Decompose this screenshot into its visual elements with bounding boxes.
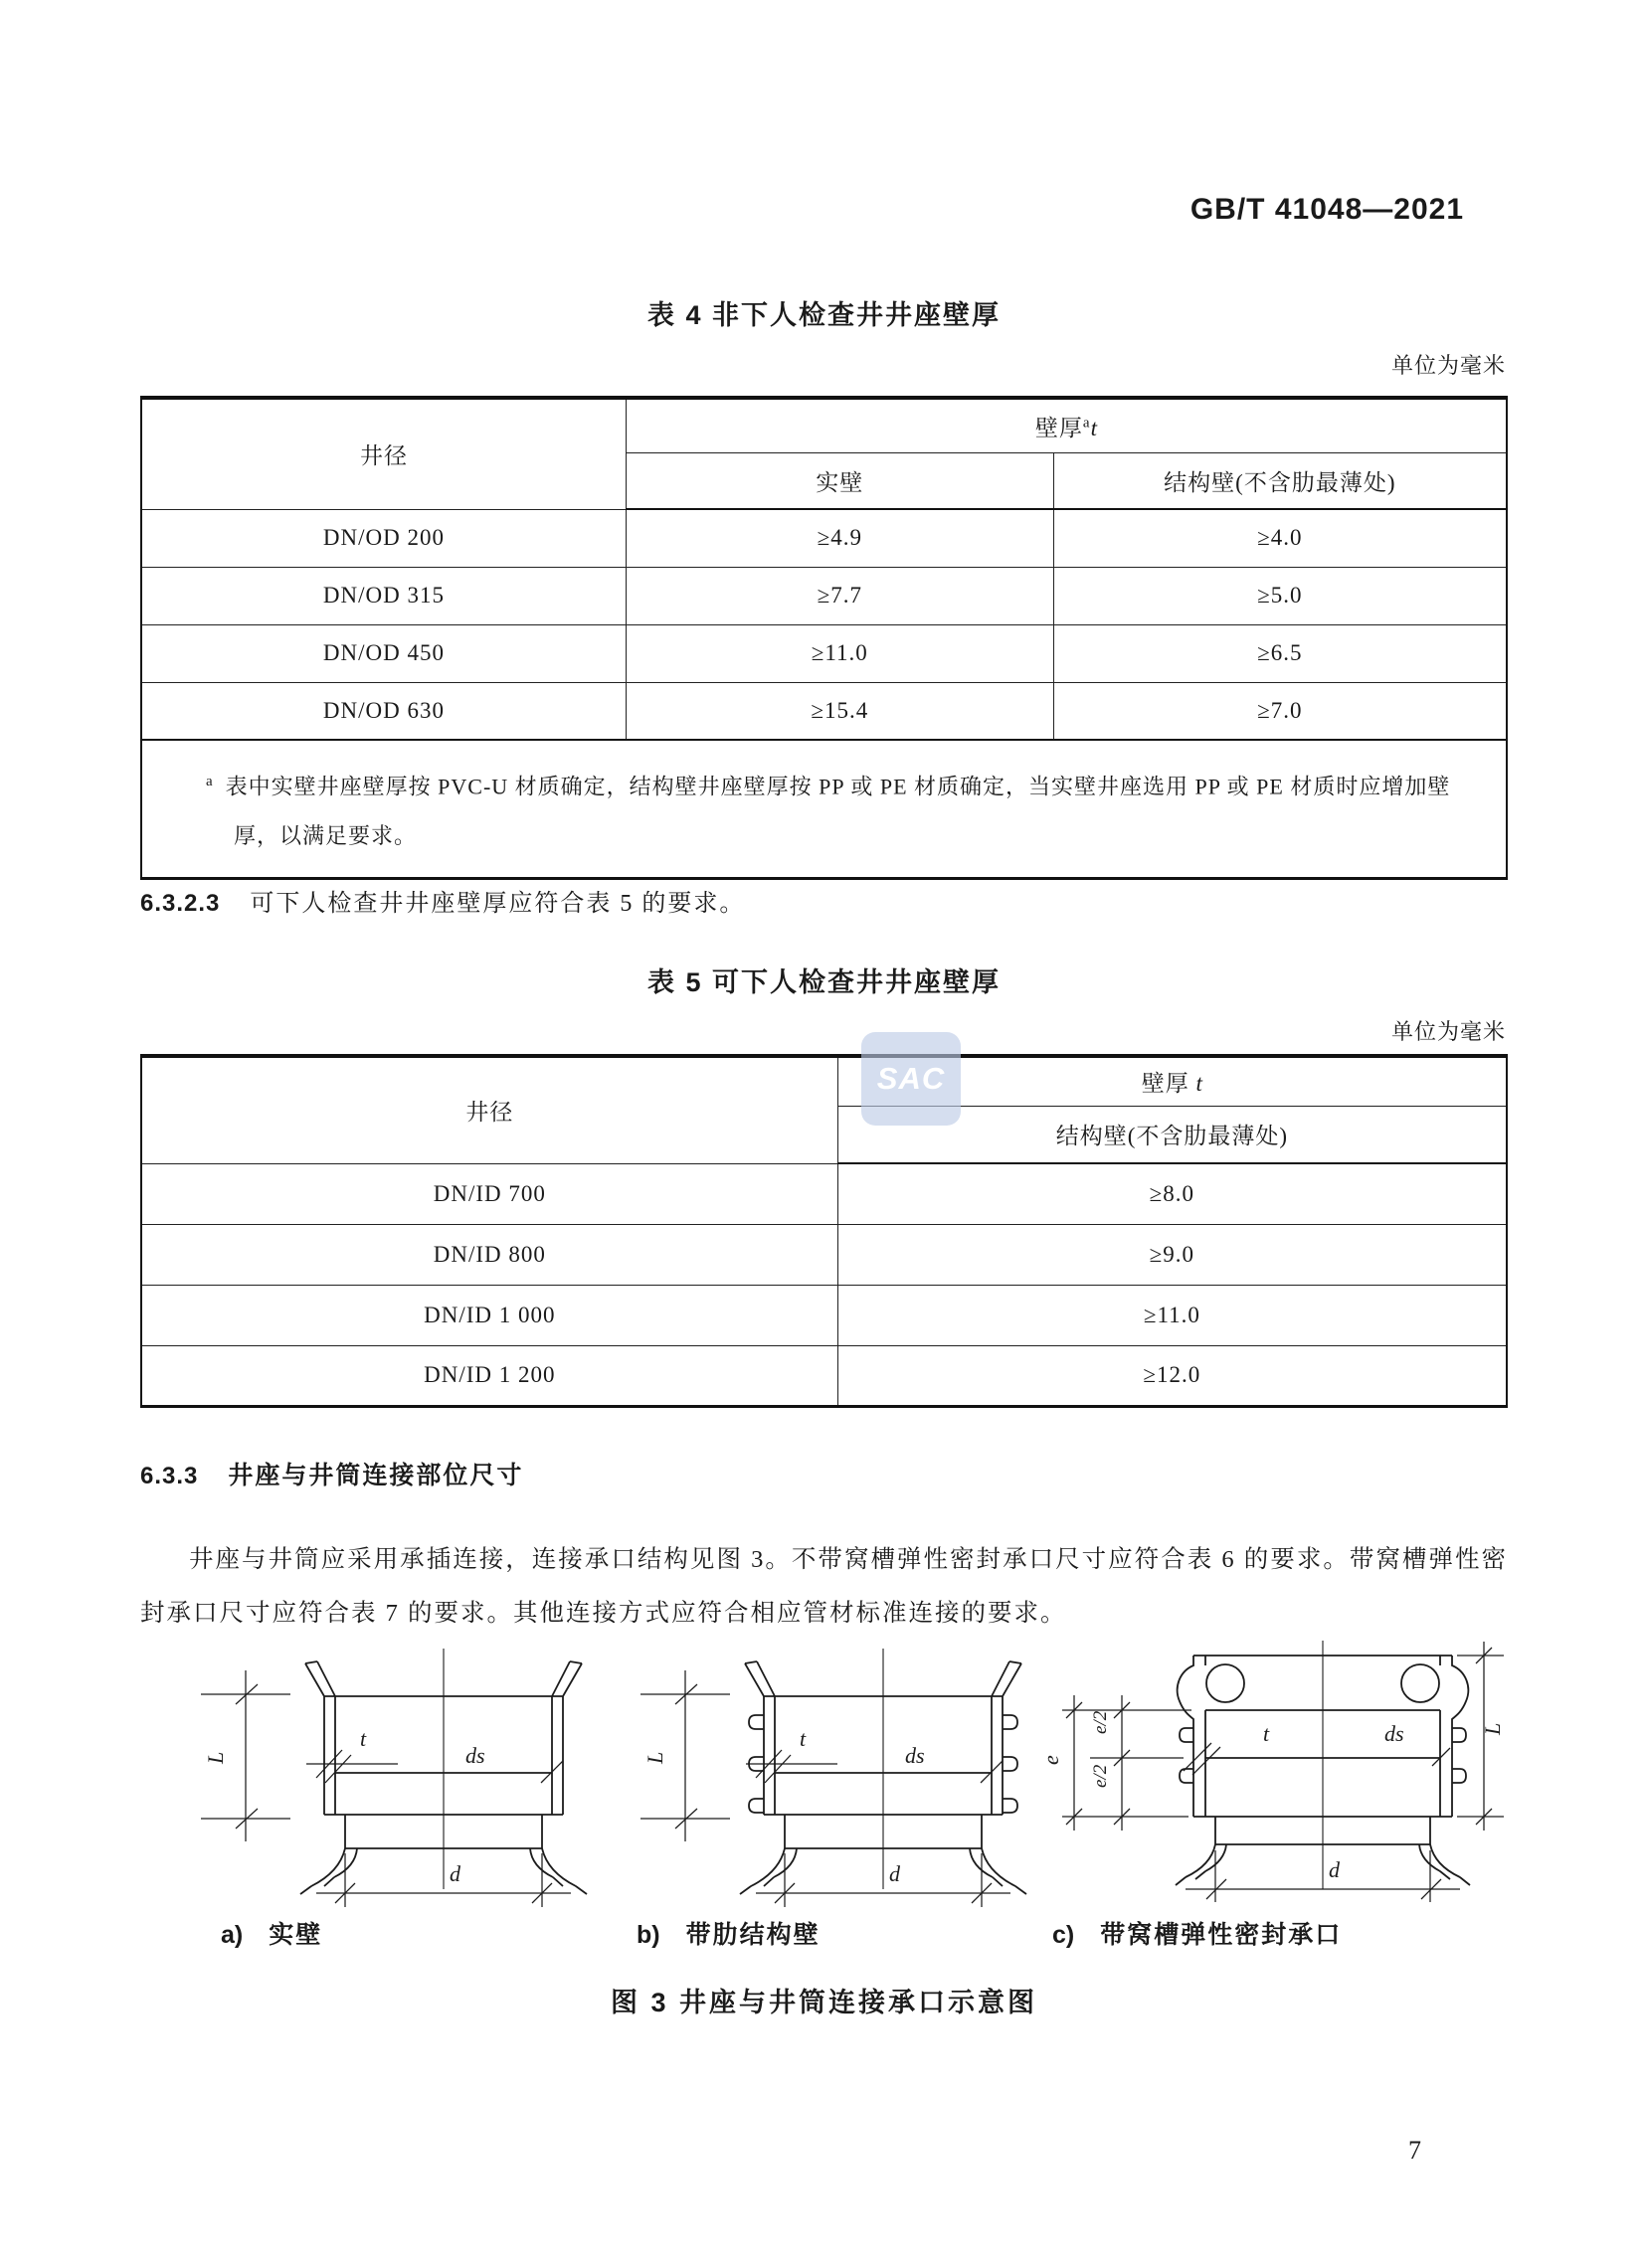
diameter-cell: DN/ID 1 000 [141,1285,837,1345]
seal-ring-icon [1206,1664,1244,1702]
doc-number: GB/T 41048—2021 [1189,193,1464,226]
struct-wall-cell: ≥5.0 [1053,567,1507,624]
table4-col-diameter: 井径 [141,398,626,509]
struct-wall-cell: ≥7.0 [1053,682,1507,740]
table4-header-row-1 [141,398,1507,452]
figure-c-label: c) 带窝槽弹性密封承口 [1052,1921,1343,1949]
page-number: 7 [1408,2136,1421,2165]
clause-text: 可下人检查井井座壁厚应符合表 5 的要求。 [250,891,746,917]
diameter-cell: DN/ID 700 [141,1163,837,1224]
table-4 [140,396,1508,880]
dim-label-d: d [1329,1857,1340,1882]
clause-number: 6.3.3 [140,1463,199,1489]
table5-col-wall-thickness: 壁厚 t [837,1056,1507,1106]
table5-unit-note: 单位为毫米 [1390,1019,1506,1044]
table-5 [140,1054,1508,1408]
table-row [141,1345,1507,1406]
dim-label-L: L [642,1751,667,1764]
table4-col-structured-wall: 结构壁(不含肋最薄处) [1053,452,1507,509]
dim-label-ds: ds [465,1743,485,1768]
dim-label-t: t [360,1726,367,1751]
table-row [141,1163,1507,1224]
clause-6-3-3 [140,1456,523,1491]
figure3-caption: 图 3 井座与井筒连接承口示意图 [610,1988,1038,2017]
figure-b-label: b) 带肋结构壁 [637,1921,821,1949]
figure-a-label: a) 实壁 [221,1921,323,1949]
solid-wall-cell: ≥7.7 [626,567,1053,624]
dim-label-ds: ds [905,1743,925,1768]
seal-ring-icon [1401,1664,1439,1702]
sac-watermark [861,1032,961,1126]
diameter-cell: DN/OD 315 [141,567,626,624]
table5-col-diameter: 井径 [141,1056,837,1163]
dim-label-d: d [889,1861,900,1886]
diameter-cell: DN/OD 630 [141,682,626,740]
dim-label-t: t [800,1726,807,1751]
table4-footnote: $^a$ 表中实壁井座壁厚按 PVC-U 材质确定，结构壁井座壁厚按 PP 或 PE 材质确定，当实壁井座选用 PP 或 PE 材质时应增加壁厚，以满足要求。 [141,740,1507,879]
struct-wall-cell: ≥4.0 [1053,509,1507,567]
table5-header-row-1 [141,1056,1507,1106]
table5-title: 表 5 可下人检查井井座壁厚 [646,967,1002,997]
figure-c-seal-socket-drawing [1034,1636,1514,1932]
diameter-cell: DN/ID 1 200 [141,1345,837,1406]
dim-label-ds: ds [1384,1721,1404,1746]
struct-wall-cell: ≥12.0 [837,1345,1507,1406]
struct-wall-cell: ≥9.0 [837,1224,1507,1285]
table-row [141,1285,1507,1345]
clause-6-3-2-3 [140,883,745,918]
table-row [141,567,1507,624]
struct-wall-cell: ≥11.0 [837,1285,1507,1345]
dim-label-L: L [1480,1722,1505,1735]
table-row [141,509,1507,567]
clause-6-3-3-body: 井座与井筒应采用承插连接，连接承口结构见图 3。不带窝槽弹性密封承口尺寸应符合表 6 的要求。带窝槽弹性密封承口尺寸应符合表 7 的要求。其他连接方式应符合相应管材标准连接的要求。 [140,1546,1508,1627]
dim-label-d: d [450,1861,460,1886]
clause-number: 6.3.2.3 [140,890,221,917]
struct-wall-cell: ≥6.5 [1053,624,1507,682]
table4-footnote-row [141,740,1507,879]
table4-title: 表 4 非下人检查井井座壁厚 [646,300,1002,330]
dim-label-t: t [1263,1721,1270,1746]
diameter-cell: DN/ID 800 [141,1224,837,1285]
solid-wall-cell: ≥11.0 [626,624,1053,682]
figure-b-ribbed-wall-drawing [589,1643,1034,1931]
table-row [141,682,1507,740]
diameter-cell: DN/OD 450 [141,624,626,682]
dim-label-e-half: e/2 [1090,1710,1111,1734]
dim-label-L: L [203,1751,228,1764]
table4-col-wall-thickness: 壁厚$^a$t [626,398,1507,452]
figure-a-solid-wall-drawing [149,1643,587,1931]
solid-wall-cell: ≥15.4 [626,682,1053,740]
sac-watermark-text: SAC [876,1061,946,1096]
table4-col-solid-wall: 实壁 [626,452,1053,509]
table-row [141,1224,1507,1285]
struct-wall-cell: ≥8.0 [837,1163,1507,1224]
table4-unit-note: 单位为毫米 [1390,353,1506,378]
dim-label-e: e [1038,1755,1063,1765]
clause-title: 井座与井筒连接部位尺寸 [228,1462,524,1489]
diameter-cell: DN/OD 200 [141,509,626,567]
table5-col-structured-wall: 结构壁(不含肋最薄处) [837,1106,1507,1163]
dim-label-e-half: e/2 [1090,1764,1111,1788]
solid-wall-cell: ≥4.9 [626,509,1053,567]
table-row [141,624,1507,682]
